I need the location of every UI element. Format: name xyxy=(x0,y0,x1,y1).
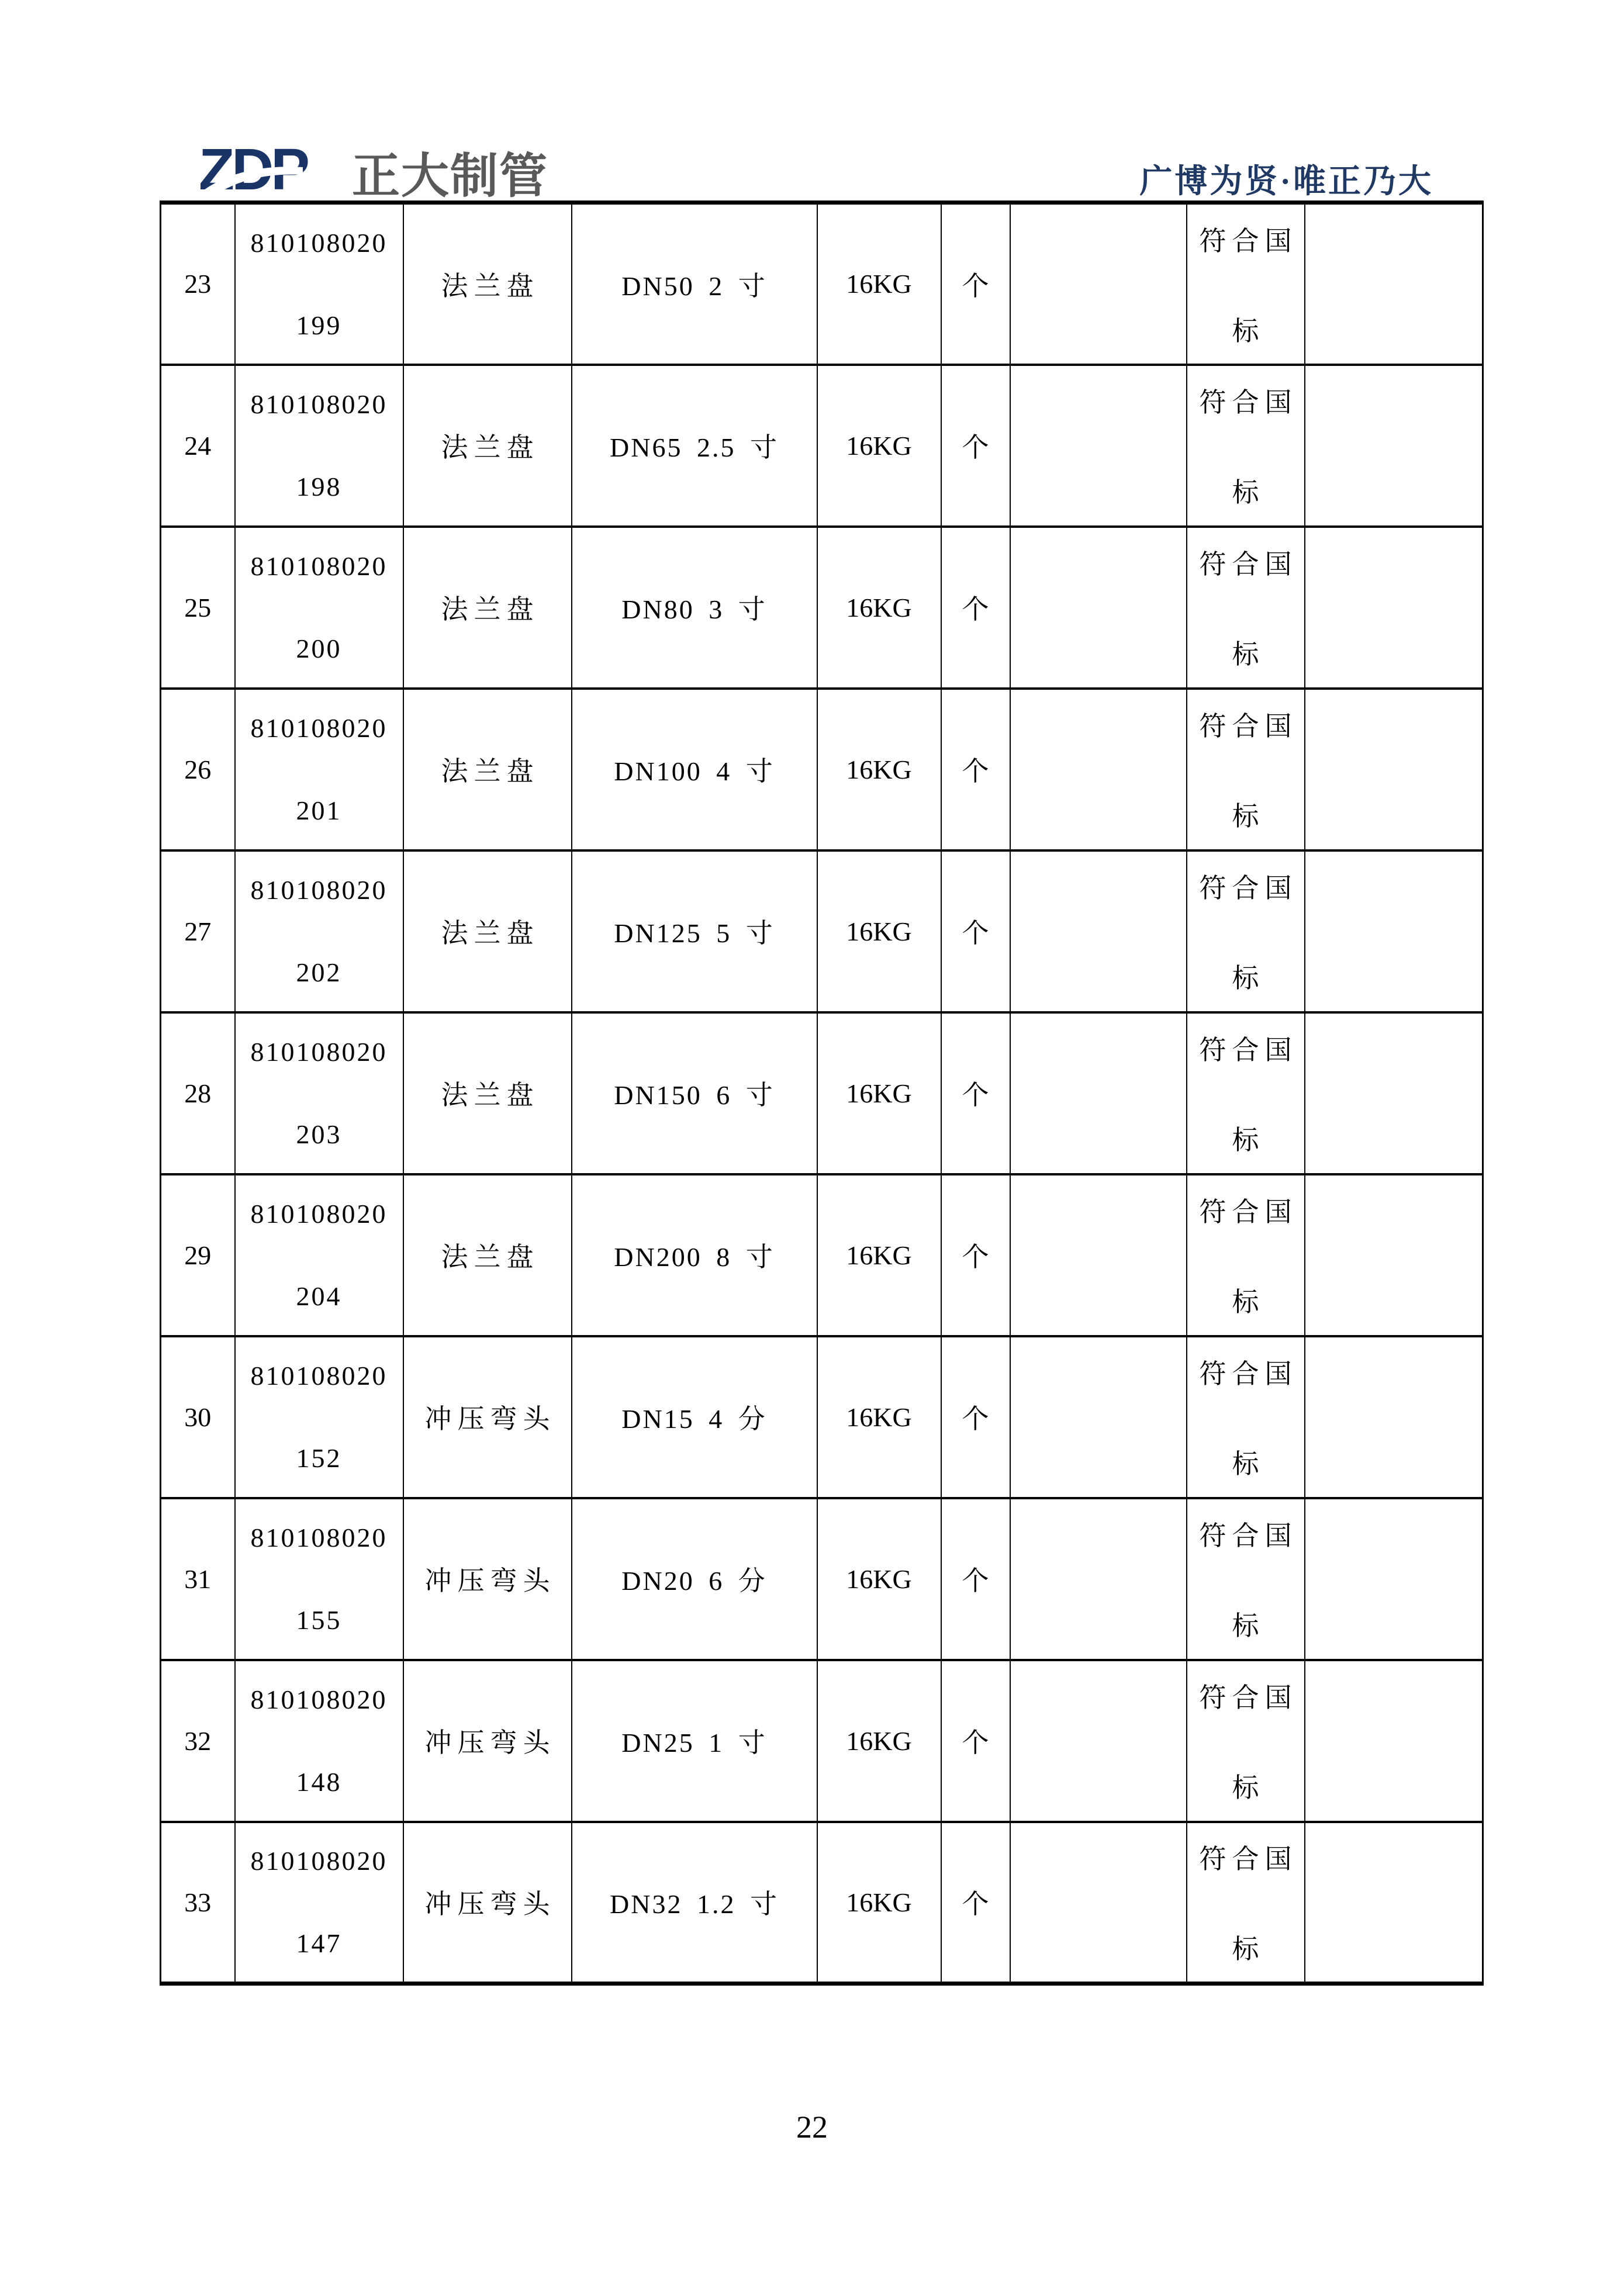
remark-cell xyxy=(1187,1498,1305,1660)
pressure-cell-text: 16KG xyxy=(846,754,912,784)
product-name-cell-text: 法兰盘 xyxy=(441,271,540,301)
spec-cell-text: DN125 5 寸 xyxy=(614,918,775,948)
product-code-cell-text: 199 xyxy=(296,310,342,340)
pressure-cell xyxy=(817,1822,941,1984)
spec-cell xyxy=(572,365,817,527)
product-code-cell xyxy=(235,365,403,527)
remark-cell-text: 标 xyxy=(1232,963,1265,993)
page-number: 22 xyxy=(796,2110,828,2145)
spec-cell xyxy=(572,1336,817,1498)
product-name-cell-text: 法兰盘 xyxy=(441,756,540,786)
spec-cell-text: DN25 1 寸 xyxy=(621,1728,767,1758)
remark-cell-text: 标 xyxy=(1232,639,1265,669)
spec-cell xyxy=(572,527,817,689)
unit-cell xyxy=(941,1660,1010,1822)
spec-cell-text: DN150 6 寸 xyxy=(614,1080,775,1110)
product-code-cell xyxy=(235,1660,403,1822)
product-name-cell-text: 冲压弯头 xyxy=(424,1404,556,1434)
unit-cell-text: 个 xyxy=(962,594,989,624)
unit-cell-text: 个 xyxy=(962,1728,989,1758)
row-number-cell xyxy=(161,1822,235,1984)
empty-cell-2 xyxy=(1305,1498,1483,1660)
row-number-cell-text: 30 xyxy=(184,1402,212,1432)
remark-cell-text: 标 xyxy=(1232,1773,1265,1803)
unit-cell xyxy=(941,203,1010,365)
product-name-cell-text: 法兰盘 xyxy=(441,594,540,624)
unit-cell xyxy=(941,1498,1010,1660)
remark-cell-text: 符合国 xyxy=(1199,1035,1298,1065)
product-code-cell-text: 200 xyxy=(296,634,342,663)
unit-cell xyxy=(941,1012,1010,1174)
spec-cell xyxy=(572,1498,817,1660)
table-row xyxy=(161,1012,1483,1174)
row-number-cell xyxy=(161,1012,235,1174)
remark-cell xyxy=(1187,1822,1305,1984)
product-code-cell-text: 204 xyxy=(296,1281,342,1311)
row-number-cell-text: 28 xyxy=(184,1078,212,1108)
row-number-cell xyxy=(161,1660,235,1822)
product-code-cell-text: 202 xyxy=(296,957,342,987)
row-number-cell xyxy=(161,1174,235,1336)
empty-cell-1 xyxy=(1010,850,1187,1012)
product-code-cell-text: 201 xyxy=(296,796,342,825)
empty-cell-2 xyxy=(1305,1822,1483,1984)
remark-cell-text: 标 xyxy=(1232,1125,1265,1155)
remark-cell xyxy=(1187,1174,1305,1336)
empty-cell-1 xyxy=(1010,203,1187,365)
pressure-cell-text: 16KG xyxy=(846,1726,912,1756)
spec-cell xyxy=(572,1660,817,1822)
pressure-cell-text: 16KG xyxy=(846,1078,912,1108)
empty-cell-1 xyxy=(1010,527,1187,689)
remark-cell xyxy=(1187,1660,1305,1822)
row-number-cell xyxy=(161,850,235,1012)
pressure-cell-text: 16KG xyxy=(846,916,912,946)
remark-cell xyxy=(1187,203,1305,365)
product-code-cell xyxy=(235,1822,403,1984)
zdp-logo-mark xyxy=(199,139,337,200)
unit-cell xyxy=(941,850,1010,1012)
empty-cell-2 xyxy=(1305,365,1483,527)
pressure-cell-text: 16KG xyxy=(846,592,912,623)
unit-cell-text: 个 xyxy=(962,918,989,948)
product-code-cell-text: 810108020 xyxy=(250,227,388,258)
spec-cell-text: DN50 2 寸 xyxy=(621,271,767,301)
product-name-cell xyxy=(403,365,572,527)
product-name-cell xyxy=(403,689,572,850)
product-name-cell xyxy=(403,1012,572,1174)
product-code-cell xyxy=(235,1336,403,1498)
spec-cell xyxy=(572,850,817,1012)
product-name-cell xyxy=(403,203,572,365)
pressure-cell xyxy=(817,365,941,527)
remark-cell-text: 符合国 xyxy=(1199,1844,1298,1875)
spec-cell xyxy=(572,203,817,365)
remark-cell-text: 符合国 xyxy=(1199,1359,1298,1389)
pressure-cell xyxy=(817,689,941,850)
product-name-cell-text: 法兰盘 xyxy=(441,433,540,462)
header-slogan: 广博为贤·唯正乃大 xyxy=(1139,164,1433,200)
remark-cell-text: 标 xyxy=(1232,478,1265,507)
remark-cell-text: 符合国 xyxy=(1199,1683,1298,1713)
product-code-cell xyxy=(235,203,403,365)
table-row xyxy=(161,203,1483,365)
empty-cell-1 xyxy=(1010,1012,1187,1174)
spec-cell xyxy=(572,1012,817,1174)
product-code-cell xyxy=(235,1498,403,1660)
unit-cell-text: 个 xyxy=(962,433,989,462)
remark-cell xyxy=(1187,1336,1305,1498)
product-table xyxy=(160,200,1484,1986)
product-code-cell-text: 152 xyxy=(296,1443,342,1473)
pressure-cell xyxy=(817,203,941,365)
product-code-cell-text: 810108020 xyxy=(250,389,388,419)
product-code-cell-text: 810108020 xyxy=(250,875,388,905)
product-name-cell xyxy=(403,850,572,1012)
table-row xyxy=(161,1660,1483,1822)
product-code-cell-text: 810108020 xyxy=(250,713,388,743)
product-name-cell xyxy=(403,1822,572,1984)
product-code-cell-text: 810108020 xyxy=(250,1361,388,1391)
row-number-cell xyxy=(161,689,235,850)
spec-cell-text: DN80 3 寸 xyxy=(621,594,767,624)
row-number-cell-text: 29 xyxy=(184,1240,212,1270)
product-name-cell xyxy=(403,527,572,689)
table-row xyxy=(161,1174,1483,1336)
pressure-cell-text: 16KG xyxy=(846,1564,912,1594)
spec-cell-text: DN65 2.5 寸 xyxy=(610,433,779,462)
product-code-cell xyxy=(235,527,403,689)
product-code-cell xyxy=(235,850,403,1012)
table-row xyxy=(161,1498,1483,1660)
empty-cell-2 xyxy=(1305,527,1483,689)
remark-cell-text: 符合国 xyxy=(1199,873,1298,903)
pressure-cell xyxy=(817,1174,941,1336)
product-code-cell-text: 147 xyxy=(296,1928,342,1959)
table-row xyxy=(161,850,1483,1012)
remark-cell-text: 符合国 xyxy=(1199,1521,1298,1551)
pressure-cell xyxy=(817,1012,941,1174)
product-code-cell xyxy=(235,689,403,850)
unit-cell-text: 个 xyxy=(962,1242,989,1272)
empty-cell-2 xyxy=(1305,203,1483,365)
spec-cell-text: DN20 6 分 xyxy=(621,1566,767,1596)
product-code-cell-text: 810108020 xyxy=(250,1037,388,1067)
product-name-cell xyxy=(403,1498,572,1660)
unit-cell-text: 个 xyxy=(962,1889,989,1920)
product-code-cell-text: 810108020 xyxy=(250,551,388,581)
product-name-cell-text: 法兰盘 xyxy=(441,1080,540,1110)
remark-cell xyxy=(1187,1012,1305,1174)
remark-cell-text: 标 xyxy=(1232,1287,1265,1317)
row-number-cell xyxy=(161,365,235,527)
remark-cell-text: 标 xyxy=(1232,1934,1265,1965)
remark-cell-text: 标 xyxy=(1232,801,1265,831)
row-number-cell-text: 32 xyxy=(184,1726,212,1756)
unit-cell xyxy=(941,689,1010,850)
zdp-logo-text: ZDP xyxy=(199,139,307,200)
remark-cell-text: 符合国 xyxy=(1199,388,1298,417)
company-logo xyxy=(199,139,549,203)
logo-company-name: 正大制管 xyxy=(352,150,549,203)
empty-cell-1 xyxy=(1010,1822,1187,1984)
spec-cell-text: DN200 8 寸 xyxy=(614,1242,775,1272)
remark-cell xyxy=(1187,850,1305,1012)
table-row xyxy=(161,365,1483,527)
remark-cell-text: 标 xyxy=(1232,316,1265,346)
table-row xyxy=(161,1822,1483,1984)
empty-cell-2 xyxy=(1305,850,1483,1012)
remark-cell-text: 标 xyxy=(1232,1611,1265,1641)
remark-cell-text: 符合国 xyxy=(1199,711,1298,741)
product-code-cell-text: 148 xyxy=(296,1767,342,1797)
remark-cell xyxy=(1187,365,1305,527)
spec-cell-text: DN100 4 寸 xyxy=(614,756,775,786)
unit-cell xyxy=(941,1174,1010,1336)
remark-cell-text: 标 xyxy=(1232,1449,1265,1479)
row-number-cell-text: 26 xyxy=(184,754,212,784)
remark-cell-text: 符合国 xyxy=(1199,1197,1298,1227)
unit-cell xyxy=(941,1336,1010,1498)
unit-cell-text: 个 xyxy=(962,1566,989,1596)
product-code-cell xyxy=(235,1012,403,1174)
row-number-cell-text: 27 xyxy=(184,916,212,946)
product-name-cell xyxy=(403,1336,572,1498)
empty-cell-1 xyxy=(1010,1336,1187,1498)
empty-cell-2 xyxy=(1305,1012,1483,1174)
row-number-cell-text: 33 xyxy=(184,1887,212,1917)
empty-cell-2 xyxy=(1305,689,1483,850)
empty-cell-2 xyxy=(1305,1174,1483,1336)
pressure-cell-text: 16KG xyxy=(846,1240,912,1270)
remark-cell xyxy=(1187,689,1305,850)
product-table-container xyxy=(160,200,1484,1986)
row-number-cell-text: 24 xyxy=(184,430,212,461)
product-name-cell-text: 法兰盘 xyxy=(441,918,540,948)
pressure-cell-text: 16KG xyxy=(846,1887,912,1917)
row-number-cell-text: 23 xyxy=(184,269,212,299)
spec-cell xyxy=(572,689,817,850)
row-number-cell xyxy=(161,527,235,689)
row-number-cell-text: 25 xyxy=(184,592,212,623)
product-code-cell-text: 198 xyxy=(296,472,342,502)
spec-cell-text: DN32 1.2 寸 xyxy=(610,1889,779,1920)
table-row xyxy=(161,689,1483,850)
product-code-cell-text: 155 xyxy=(296,1605,342,1635)
pressure-cell-text: 16KG xyxy=(846,1402,912,1432)
unit-cell-text: 个 xyxy=(962,271,989,301)
spec-cell xyxy=(572,1174,817,1336)
table-body xyxy=(161,203,1483,1984)
product-name-cell-text: 法兰盘 xyxy=(441,1242,540,1272)
pressure-cell xyxy=(817,527,941,689)
empty-cell-1 xyxy=(1010,1660,1187,1822)
empty-cell-1 xyxy=(1010,1498,1187,1660)
unit-cell xyxy=(941,365,1010,527)
table-row xyxy=(161,527,1483,689)
empty-cell-2 xyxy=(1305,1336,1483,1498)
unit-cell-text: 个 xyxy=(962,1080,989,1110)
unit-cell xyxy=(941,1822,1010,1984)
pressure-cell-text: 16KG xyxy=(846,269,912,299)
row-number-cell xyxy=(161,1336,235,1498)
pressure-cell xyxy=(817,1498,941,1660)
unit-cell-text: 个 xyxy=(962,1404,989,1434)
empty-cell-1 xyxy=(1010,689,1187,850)
remark-cell-text: 符合国 xyxy=(1199,549,1298,579)
pressure-cell-text: 16KG xyxy=(846,430,912,461)
product-code-cell-text: 810108020 xyxy=(250,1685,388,1714)
remark-cell xyxy=(1187,527,1305,689)
product-code-cell-text: 203 xyxy=(296,1119,342,1149)
remark-cell-text: 符合国 xyxy=(1199,226,1298,256)
product-name-cell xyxy=(403,1174,572,1336)
table-row xyxy=(161,1336,1483,1498)
product-code-cell-text: 810108020 xyxy=(250,1846,388,1876)
product-name-cell-text: 冲压弯头 xyxy=(424,1889,556,1920)
empty-cell-2 xyxy=(1305,1660,1483,1822)
product-code-cell-text: 810108020 xyxy=(250,1523,388,1552)
pressure-cell xyxy=(817,1660,941,1822)
product-name-cell xyxy=(403,1660,572,1822)
spec-cell xyxy=(572,1822,817,1984)
empty-cell-1 xyxy=(1010,1174,1187,1336)
row-number-cell xyxy=(161,1498,235,1660)
product-code-cell xyxy=(235,1174,403,1336)
unit-cell xyxy=(941,527,1010,689)
spec-cell-text: DN15 4 分 xyxy=(621,1404,767,1434)
product-code-cell-text: 810108020 xyxy=(250,1199,388,1229)
unit-cell-text: 个 xyxy=(962,756,989,786)
row-number-cell-text: 31 xyxy=(184,1564,212,1594)
product-name-cell-text: 冲压弯头 xyxy=(424,1728,556,1758)
product-name-cell-text: 冲压弯头 xyxy=(424,1566,556,1596)
empty-cell-1 xyxy=(1010,365,1187,527)
pressure-cell xyxy=(817,850,941,1012)
row-number-cell xyxy=(161,203,235,365)
pressure-cell xyxy=(817,1336,941,1498)
